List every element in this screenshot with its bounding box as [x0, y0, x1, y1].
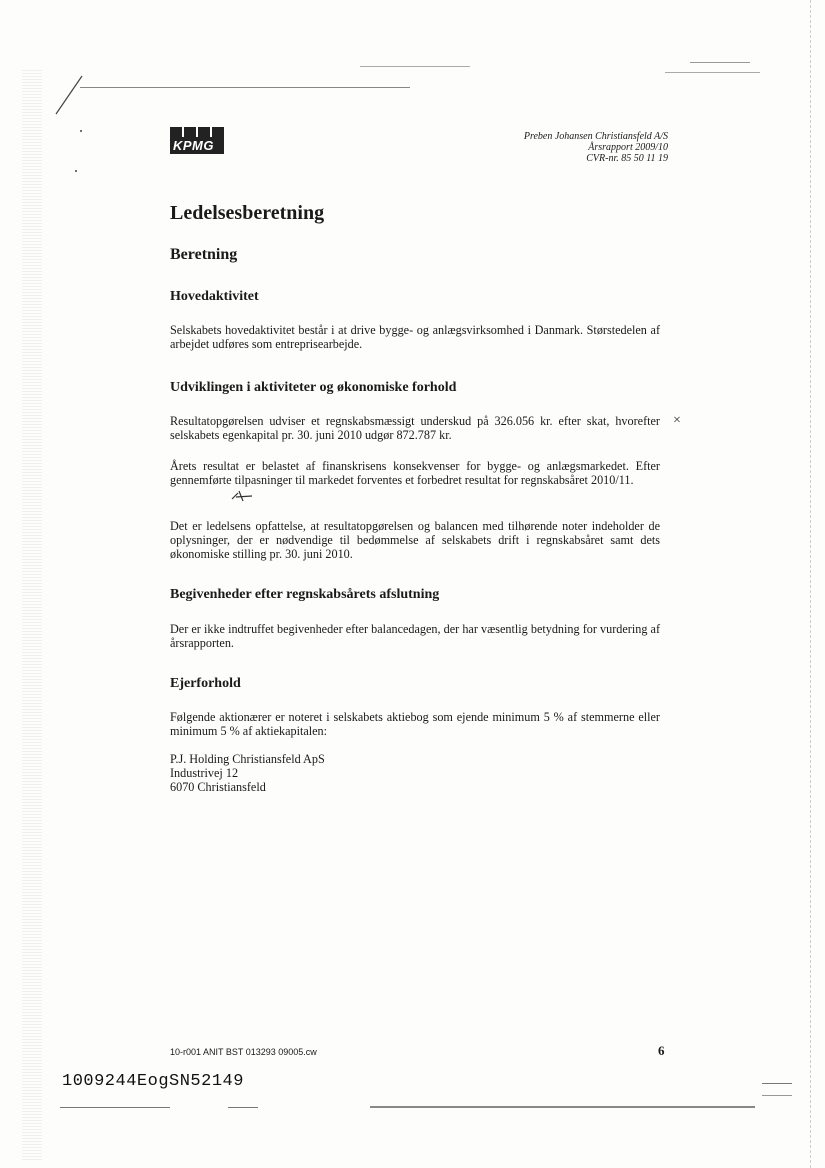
scan-rule-top	[80, 87, 410, 88]
pen-stroke-icon	[52, 74, 84, 116]
scan-rule-top-4	[665, 72, 760, 73]
shareholder-street: Industrivej 12	[170, 766, 239, 780]
scan-speck	[80, 130, 82, 132]
paragraph-begivenheder: Der er ikke indtruffet begivenheder efter balancedagen, der har væsentlig betydning for vurdering af årsrapporten.	[170, 622, 660, 650]
scan-speck	[75, 170, 77, 172]
scan-rule-bottom-4	[762, 1083, 792, 1084]
heading-ejerforhold: Ejerforhold	[170, 676, 241, 691]
scan-rule-bottom-5	[762, 1095, 792, 1096]
paragraph-outlook: Årets resultat er belastet af finanskrisens konsekvenser for bygge- og anlægsmarkedet. Efter gennemførte tilpasninger til markedet forventes et forbedret resultat for regnskabsåret 2010/11.	[170, 459, 660, 487]
heading-hovedaktivitet: Hovedaktivitet	[170, 289, 259, 304]
handwritten-tick-mark: ×	[673, 413, 681, 428]
scan-edge-left	[22, 70, 42, 1160]
shareholder-name: P.J. Holding Christiansfeld ApS	[170, 752, 325, 766]
scan-rule-bottom	[60, 1107, 170, 1108]
shareholder-address	[170, 752, 325, 794]
paragraph-hovedaktivitet: Selskabets hovedaktivitet består i at drive bygge- og anlægsvirksomhed i Danmark. Størstedelen af arbejdet udføres som entreprisearbejde.	[170, 323, 660, 351]
scan-rule-bottom-2	[228, 1107, 258, 1108]
company-name: Preben Johansen Christiansfeld A/S	[523, 131, 668, 142]
scan-edge-right	[810, 0, 817, 1168]
report-period: Årsrapport 2009/10	[588, 142, 668, 153]
company-info	[524, 131, 668, 164]
heading-udviklingen: Udviklingen i aktiviteter og økonomiske forhold	[170, 380, 457, 395]
page-number: 6	[658, 1043, 665, 1058]
handwritten-check-icon	[230, 489, 254, 503]
logo-text: KPMG	[170, 137, 224, 154]
cvr-number: CVR-nr. 85 50 11 19	[586, 153, 668, 164]
file-code: 10-r001 ANIT BST 013293 09005.cw	[170, 1047, 317, 1057]
page-title: Ledelsesberetning	[170, 202, 325, 224]
scan-id: 1009244EogSN52149	[62, 1072, 244, 1091]
paragraph-ejerforhold: Følgende aktionærer er noteret i selskabets aktiebog som ejende minimum 5 % af stemmerne eller minimum 5 % af aktiekapitalen:	[170, 710, 660, 738]
scan-rule-top-2	[360, 66, 470, 67]
shareholder-city: 6070 Christiansfeld	[170, 780, 266, 794]
section-subtitle: Beretning	[170, 246, 238, 263]
scan-rule-bottom-3	[370, 1106, 755, 1108]
paragraph-result: Resultatopgørelsen udviser et regnskabsmæssigt underskud på 326.056 kr. efter skat, hvorefter selskabets egenkapital pr. 30. juni 2010 udgør 872.787 kr.	[170, 414, 660, 442]
paragraph-opinion: Det er ledelsens opfattelse, at resultatopgørelsen og balancen med tilhørende noter indeholder de oplysninger, der er nødvendige til bedømmelse af selskabets drift i regnskabsåret samt dets økonomiske stilling pr. 30. juni 2010.	[170, 519, 660, 561]
kpmg-logo	[170, 127, 224, 157]
heading-begivenheder: Begivenheder efter regnskabsårets afslutning	[170, 587, 440, 602]
scan-rule-top-3	[690, 62, 750, 63]
